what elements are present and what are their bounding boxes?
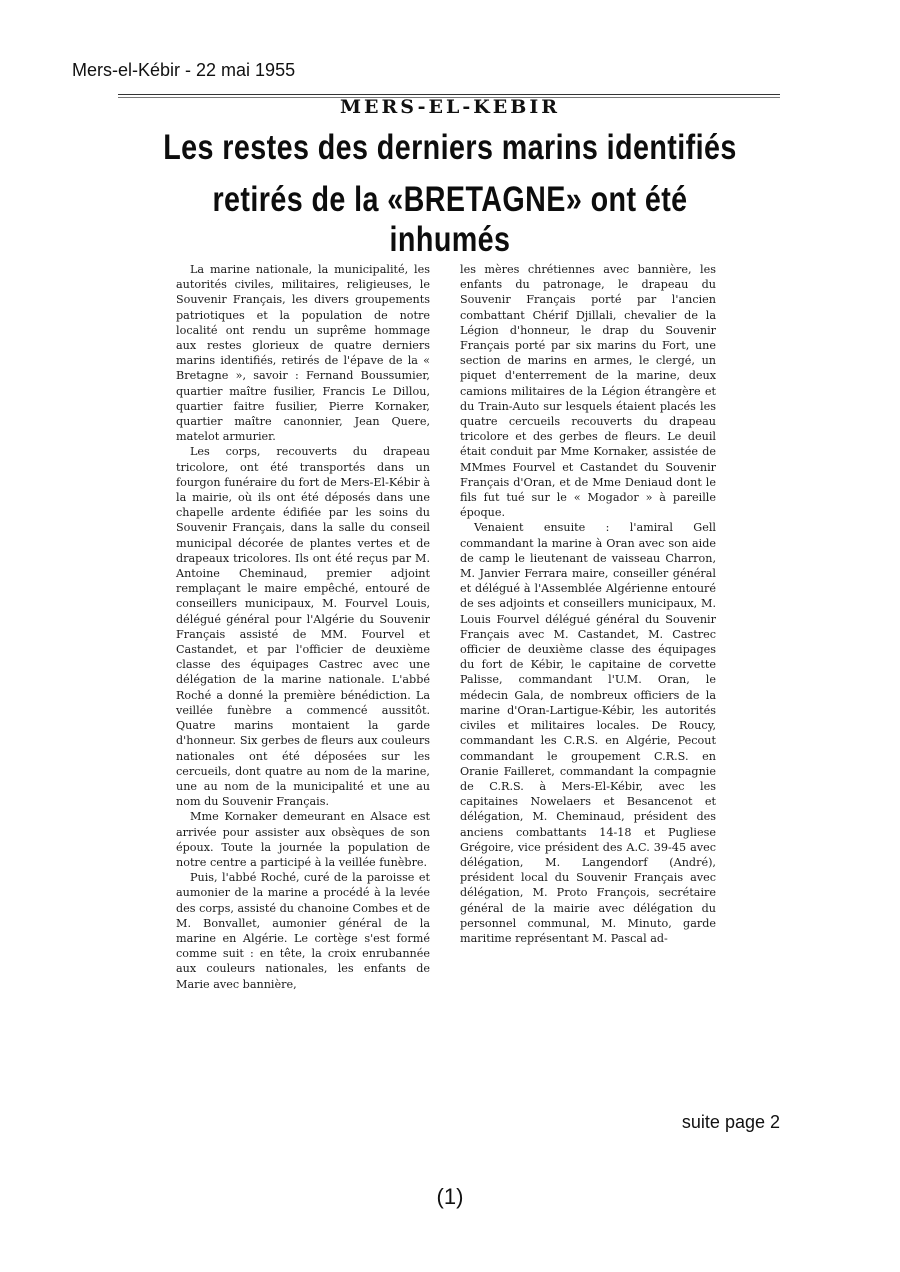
article-paragraph: La marine nationale, la municipalité, les autorités civiles, militaires, religieuses, le Souvenir Français, les divers groupements patriotiques et la population de notre localité ont rendu un suprême hommage aux restes glorieux de quatre derniers marins identifiés, retirés de l'épave de la « Bretagne », savoir : Fernand Boussumier, quartier maître fusilier, Francis Le Dillou, quartier faitre fusilier, Pierre Kornaker, quartier maître canonnier, Jean Quere, matelot armurier. <box>176 263 430 444</box>
page-number: (1) <box>436 1184 464 1209</box>
continuation-note: suite page 2 <box>681 1112 780 1132</box>
article-paragraph: Les corps, recouverts du drapeau tricolore, ont été transportés dans un fourgon funéraire du fort de Mers-El-Kébir à la mairie, où ils ont été déposés dans une chapelle ardente édifiée par les soins du Souvenir Français, dans la salle du conseil municipal décorée de plantes vertes et de drapeaux tricolores. Ils ont été reçus par M. Antoine Cheminaud, premier adjoint remplaçant le maire empêché, entouré de conseillers municipaux, M. Fourvel Louis, délégué général pour l'Algérie du Souvenir Français assisté de MM. Fourvel et Castandet, et par l'officier de deuxième classe des équipages Castrec avec une délégation de la marine nationale. L'abbé Roché a donné la première bénédiction. La veillée funèbre a commencé aussitôt. Quatre marins montaient la garde d'honneur. Six gerbes de fleurs aux couleurs nationales ont été déposées sur les cercueils, dont quatre au nom de la marine, une au nom de la municipalité et une au nom du Souvenir Français. <box>176 445 430 809</box>
article-paragraph: Puis, l'abbé Roché, curé de la paroisse et aumonier de la marine a procédé à la levée des corps, assisté du chanoine Combes et de M. Bonvallet, aumonier général de la marine en Algérie. Le cortège s'est formé comme suit : en tête, la croix enrubannée aux couleurs nationales, les enfants de Marie avec bannière, <box>176 871 430 991</box>
article-column-left <box>176 262 430 992</box>
section-label: MERS-EL-KEBIR <box>339 96 561 118</box>
article-paragraph: Venaient ensuite : l'amiral Gell commandant la marine à Oran avec son aide de camp le lieutenant de vaisseau Charron, M. Janvier Ferrara maire, conseiller général et délégué à l'Assemblée Algérienne entouré de ses adjoints et conseillers municipaux, M. Louis Fourvel délégué général du Souvenir Français avec M. Castandet, M. Castrec officier de deuxième classe des équipages du fort de Kébir, le capitaine de corvette Palisse, commandant l'U.M. Oran, le médecin Gala, de nombreux officiers de la marine d'Oran-Lartigue-Kébir, les autorités civiles et militaires locales. De Roucy, commandant les C.R.S. en Algérie, Pecout commandant le groupement C.R.S. en Oranie Failleret, commandant la compagnie de C.R.S. à Mers-El-Kébir, avec les capitaines Nowelaers et Besancenot et délégation, M. Cheminaud, président des anciens combattants 14-18 et Pugliese Grégoire, vice président des A.C. 39-45 avec délégation, M. Langendorf (André), président local du Souvenir Français avec délégation, M. Proto François, secrétaire général de la mairie avec délégation du personnel communal, M. Minuto, garde maritime représentant M. Pascal ad- <box>460 521 716 945</box>
top-rule <box>118 94 780 95</box>
article-column-right <box>460 262 716 946</box>
article-paragraph: les mères chrétiennes avec bannière, les enfants du patronage, le drapeau du Souvenir Français porté par l'ancien combattant Chérif Djillali, chevalier de la Légion d'honneur, le drap du Souvenir Français porté par six marins du Fort, une section de marins en armes, le clergé, un piquet d'enterrement de la marine, deux camions militaires de la Légion étrangère et du Train-Auto sur lesquels étaient placés les quatre cercueils recouverts du drapeau tricolore et des gerbes de fleurs. Le deuil était conduit par Mme Kornaker, assistée de MMmes Fourvel et Castandet du Souvenir Français d'Oran, et de Mme Deniaud dont le fils fut tué sur le « Mogador » à pareille époque. <box>460 263 716 520</box>
headline-line-1: Les restes des derniers marins identifiés <box>163 128 737 167</box>
headline-line-2: retirés de la «BRETAGNE» ont été inhumés <box>212 180 688 259</box>
source-date-header: Mers-el-Kébir - 22 mai 1955 <box>72 60 296 80</box>
article-paragraph: Mme Kornaker demeurant en Alsace est arrivée pour assister aux obsèques de son époux. Toute la journée la population de notre centre a participé à la veillée funèbre. <box>176 810 430 869</box>
